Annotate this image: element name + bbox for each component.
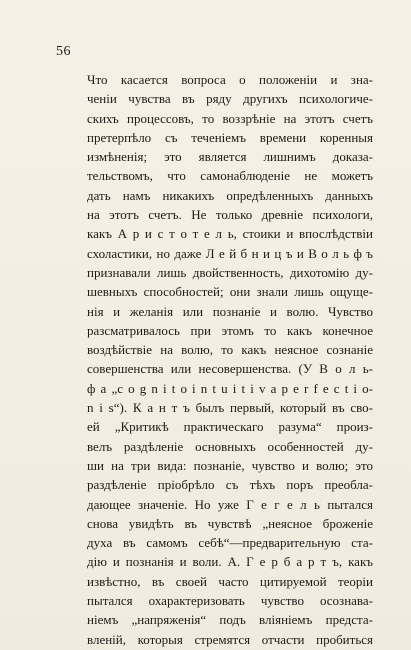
text-line: разсматривалось при этомъ то какъ конечное: [87, 322, 373, 338]
text-line: ніемъ „напряженія“ подъ вліяніемъ предста-: [87, 612, 373, 628]
text-line: какъ А р и с т о т е л ь, стоики и впослѣдствіи: [87, 226, 373, 242]
text-line: духа въ самомъ себѣ“—предварительную ста-: [87, 535, 373, 551]
text-line: шевныхъ способностей; они знали лишь ощуще-: [87, 284, 373, 300]
text-line: измѣненія; это является лишнимъ доказа-: [87, 149, 373, 165]
text-line: схоластики, но даже Л е й б н и ц ъ и В о л ь ф ъ: [87, 245, 373, 261]
text-line: претерпѣло съ теченіемъ времени коренныя: [87, 129, 373, 145]
text-line: n i s“). К а н т ъ былъ первый, который въ сво-: [87, 400, 373, 416]
text-line: дать намъ никакихъ опредѣленныхъ данныхъ: [87, 187, 373, 203]
text-line: нія и желанія или познаніе и волю. Чувство: [87, 303, 373, 319]
text-line: раздѣленіе пріобрѣло съ тѣхъ поръ преобла-: [87, 477, 373, 493]
text-line: совершенства или несовершенства. (У В о л ь-: [87, 361, 373, 377]
text-line: на этотъ счетъ. Не только древніе психологи,: [87, 207, 373, 223]
text-line: пытался охарактеризовать чувство осознава-: [87, 593, 373, 609]
text-line: дающее значеніе. Но уже Г е г е л ь пытался: [87, 496, 373, 512]
text-line: ей „Критикѣ практическаго разума“ произ-: [87, 419, 373, 435]
text-line: тельствомъ, что самонаблюденіе не можетъ: [87, 168, 373, 184]
text-line: дію и познанія и воли. А. Г е р б а р т ъ, какъ: [87, 554, 373, 570]
text-line: велъ раздѣленіе основныхъ особенностей ду-: [87, 438, 373, 454]
text-line: ф а „c o g n i t o i n t u i t i v a p e r f e c t i o-: [87, 380, 373, 396]
text-line: снова увидѣть въ чувствѣ „неясное броженіе: [87, 515, 373, 531]
text-line: вленій, которыя стремятся отчасти пробиться: [87, 631, 373, 647]
text-line: ченіи чувства въ ряду другихъ психологиче-: [87, 91, 373, 107]
text-line: Что касается вопроса о положеніи и зна-: [87, 72, 373, 87]
text-line: извѣстно, въ своей часто цитируемой теоріи: [87, 573, 373, 589]
text-line: скихъ процессовъ, то воззрѣніе на этотъ счетъ: [87, 110, 373, 126]
text-line: ши на три вида: познаніе, чувство и волю; это: [87, 457, 373, 473]
body-text: [87, 70, 373, 649]
text-line: воздѣйствіе на волю, то какъ неясное сознаніе: [87, 342, 373, 358]
page-number: 56: [56, 44, 71, 59]
text-line: признавали лишь двойственность, дихотомію ду-: [87, 264, 373, 280]
